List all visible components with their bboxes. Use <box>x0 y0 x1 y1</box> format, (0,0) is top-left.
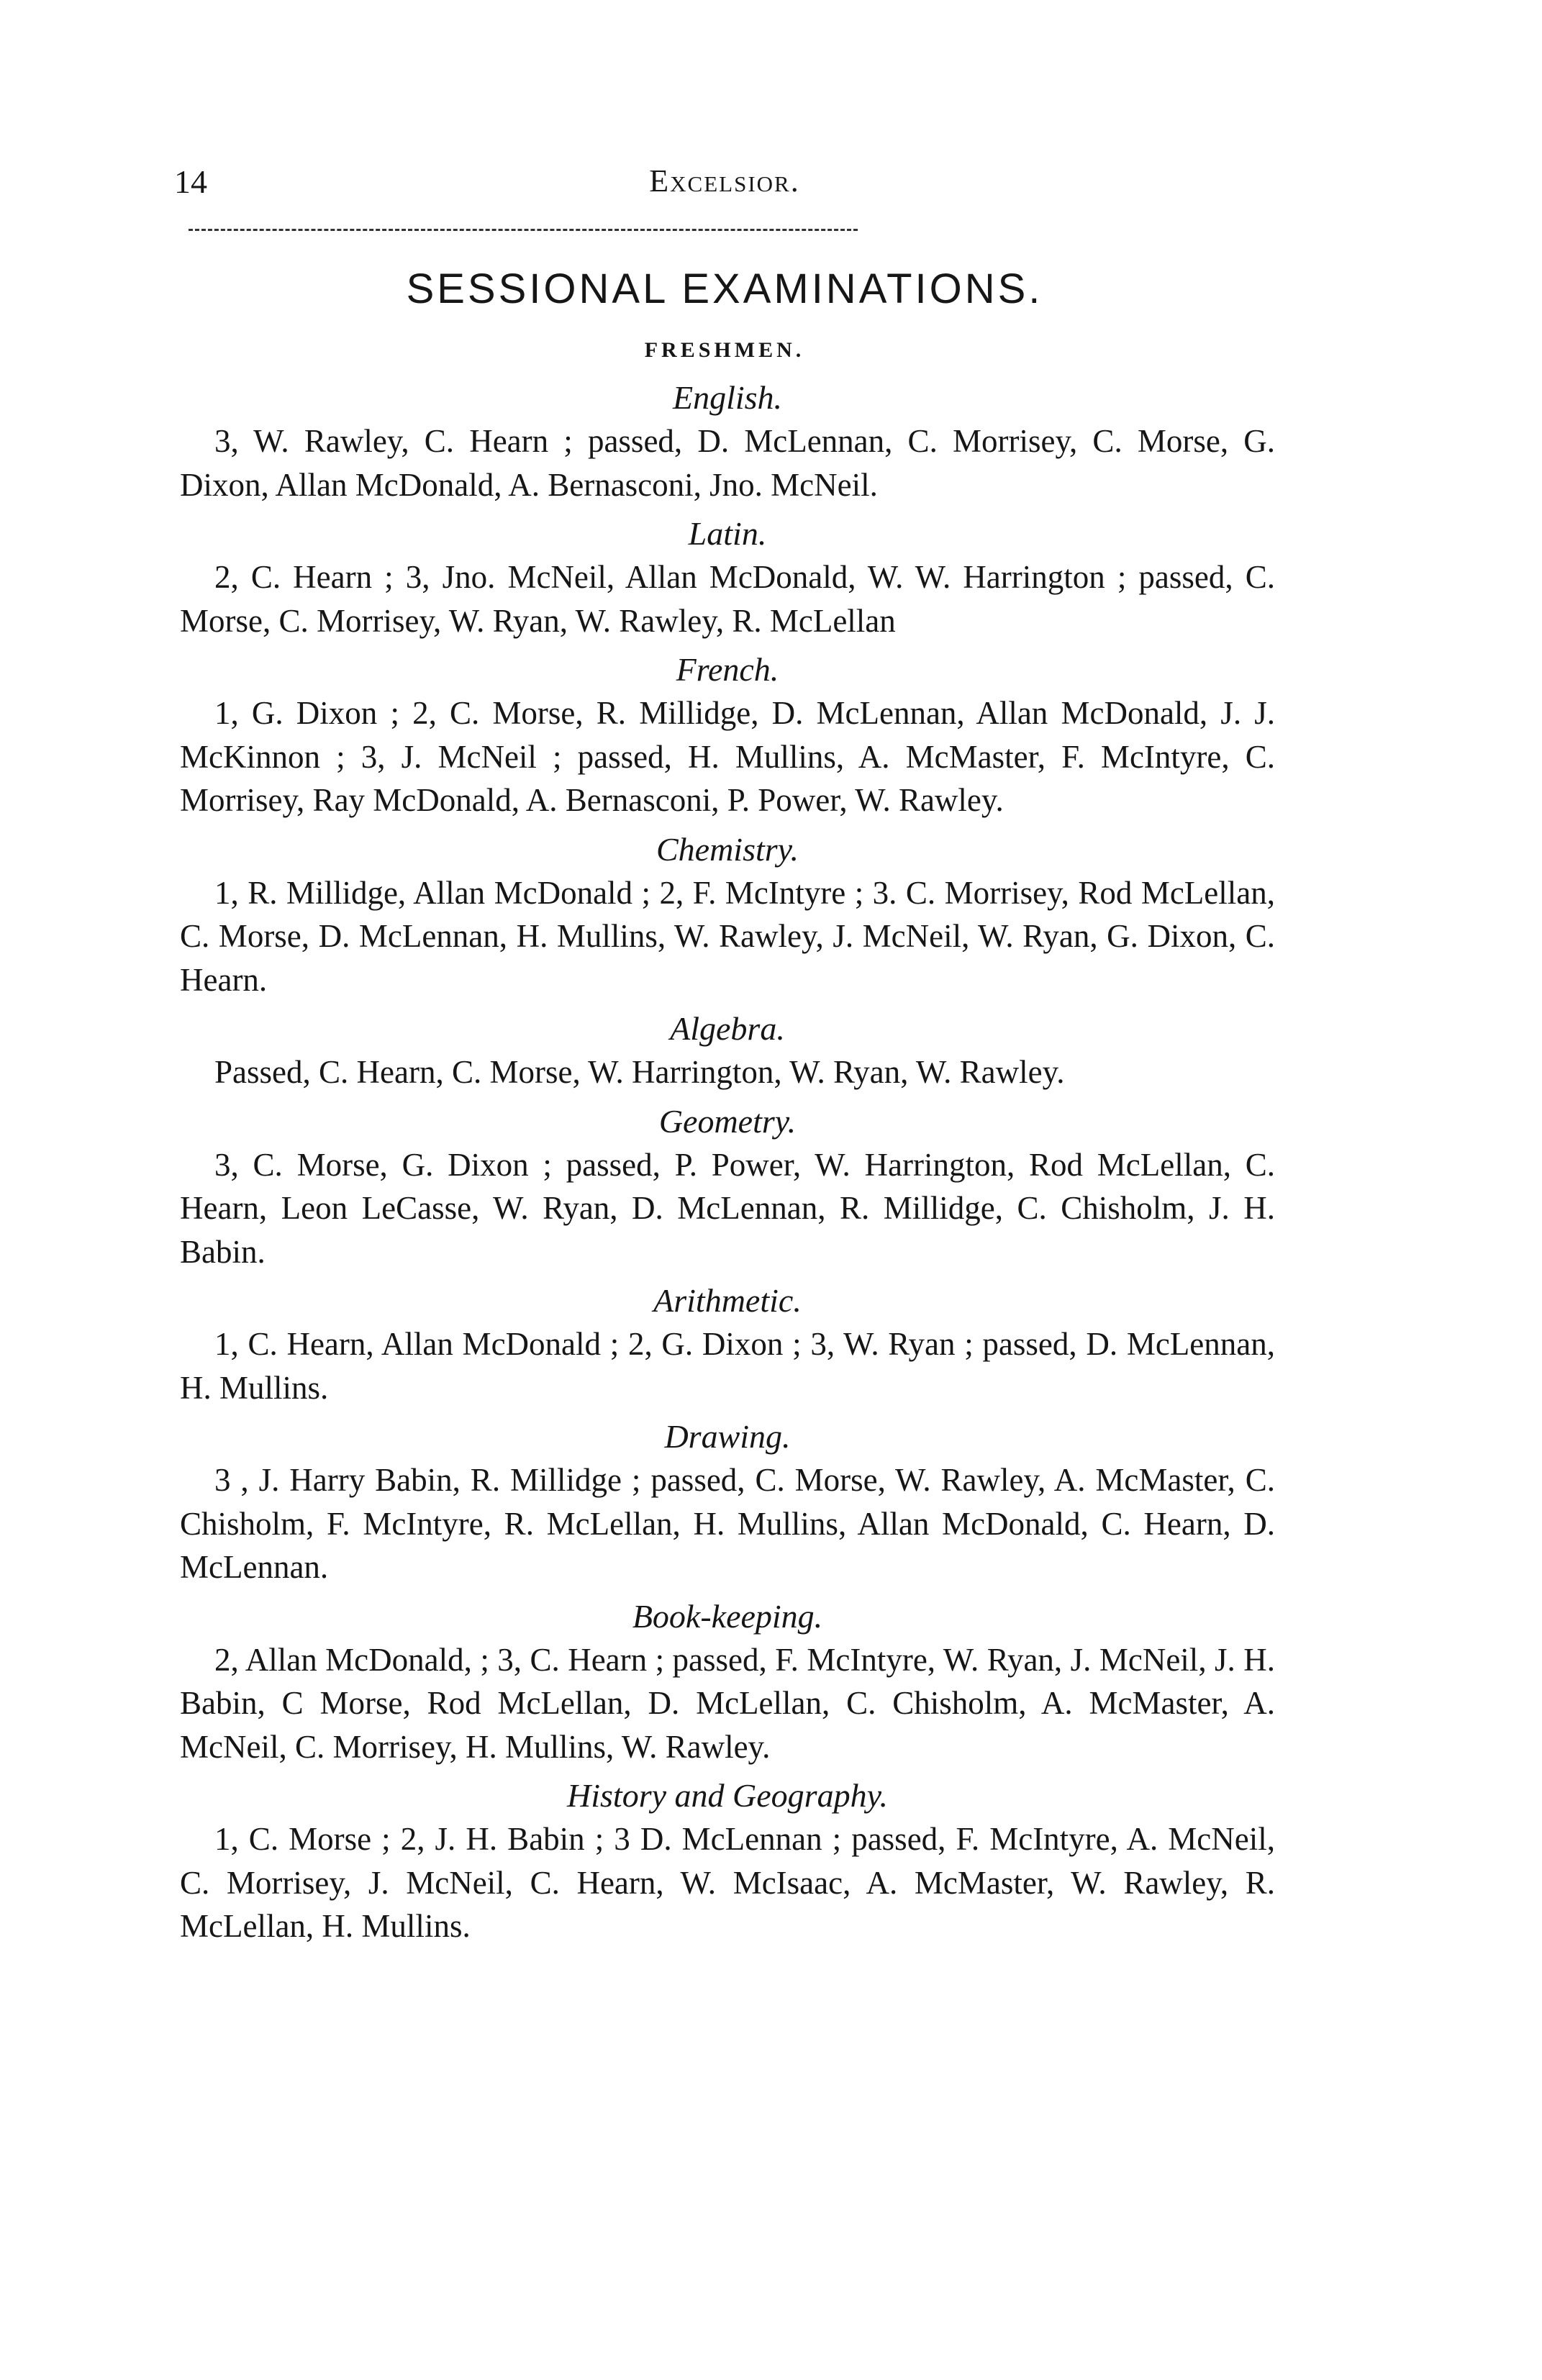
section-heading: French. <box>676 651 779 688</box>
section-heading: Arithmetic. <box>653 1282 802 1319</box>
section-text: 3 , J. Harry Babin, R. Millidge ; passed, C. Morse, W. Rawley, A. McMaster, C. Chisholm, F. McIntyre, R. McLellan, H. Mullins, Allan McDonald, C. Hearn, D. McLennan. <box>180 1462 1275 1585</box>
results-sections <box>180 371 1275 1953</box>
section-text: Passed, C. Hearn, C. Morse, W. Harrington, W. Ryan, W. Rawley. <box>214 1054 1065 1090</box>
section-book-keeping <box>180 1595 1275 1769</box>
section-french <box>180 648 1275 822</box>
page-subtitle: FRESHMEN. <box>644 338 805 362</box>
section-algebra <box>180 1007 1275 1094</box>
section-text: 1, C. Hearn, Allan McDonald ; 2, G. Dixon ; 3, W. Ryan ; passed, D. McLennan, H. Mullins. <box>180 1326 1275 1406</box>
page-header <box>174 163 1275 206</box>
section-text: 1, C. Morse ; 2, J. H. Babin ; 3 D. McLennan ; passed, F. McIntyre, A. McNeil, C. Morrisey, J. McNeil, C. Hearn, W. McIsaac, A. McMaster, W. Rawley, R. McLellan, H. Mullins. <box>180 1821 1275 1944</box>
section-text: 1, G. Dixon ; 2, C. Morse, R. Millidge, D. McLennan, Allan McDonald, J. J. McKinnon ; 3, J. McNeil ; passed, H. Mullins, A. McMaster, F. McIntyre, C. Morrisey, Ray McDonald, A. Bernasconi, P. Power, W. Rawley. <box>180 695 1275 818</box>
section-heading: Chemistry. <box>656 830 799 868</box>
section-english <box>180 376 1275 507</box>
header-rule <box>189 229 858 231</box>
section-heading: Book-keeping. <box>632 1597 823 1635</box>
section-heading: History and Geography. <box>567 1777 888 1814</box>
section-history-geography <box>180 1774 1275 1948</box>
section-text: 3, C. Morse, G. Dixon ; passed, P. Power, W. Harrington, Rod McLellan, C. Hearn, Leon LeCasse, W. Ryan, D. McLennan, R. Millidge, C. Chisholm, J. H. Babin. <box>180 1146 1275 1270</box>
section-text: 2, Allan McDonald, ; 3, C. Hearn ; passed, F. McIntyre, W. Ryan, J. McNeil, J. H. Babin, C Morse, Rod McLellan, D. McLellan, C. Chisholm, A. McMaster, A. McNeil, C. Morrisey, H. Mullins, W. Rawley. <box>180 1641 1275 1765</box>
page-title: SESSIONAL EXAMINATIONS. <box>406 265 1043 312</box>
section-heading: Drawing. <box>664 1418 791 1455</box>
section-heading: English. <box>672 379 783 416</box>
section-heading: Latin. <box>688 515 767 552</box>
section-drawing <box>180 1415 1275 1589</box>
page-number: 14 <box>174 163 207 200</box>
section-arithmetic <box>180 1279 1275 1409</box>
section-geometry <box>180 1100 1275 1274</box>
section-latin <box>180 512 1275 642</box>
section-chemistry <box>180 828 1275 1002</box>
section-text: 3, W. Rawley, C. Hearn ; passed, D. McLennan, C. Morrisey, C. Morse, G. Dixon, Allan McDonald, A. Bernasconi, Jno. McNeil. <box>180 423 1275 503</box>
section-heading: Geometry. <box>658 1102 797 1140</box>
section-heading: Algebra. <box>670 1010 785 1047</box>
section-text: 2, C. Hearn ; 3, Jno. McNeil, Allan McDonald, W. W. Harrington ; passed, C. Morse, C. Morrisey, W. Ryan, W. Rawley, R. McLellan <box>180 559 1275 639</box>
running-title: Excelsior. <box>649 163 800 199</box>
section-text: 1, R. Millidge, Allan McDonald ; 2, F. McIntyre ; 3. C. Morrisey, Rod McLellan, C. Morse, D. McLennan, H. Mullins, W. Rawley, J. McNeil, W. Ryan, G. Dixon, C. Hearn. <box>180 874 1275 998</box>
